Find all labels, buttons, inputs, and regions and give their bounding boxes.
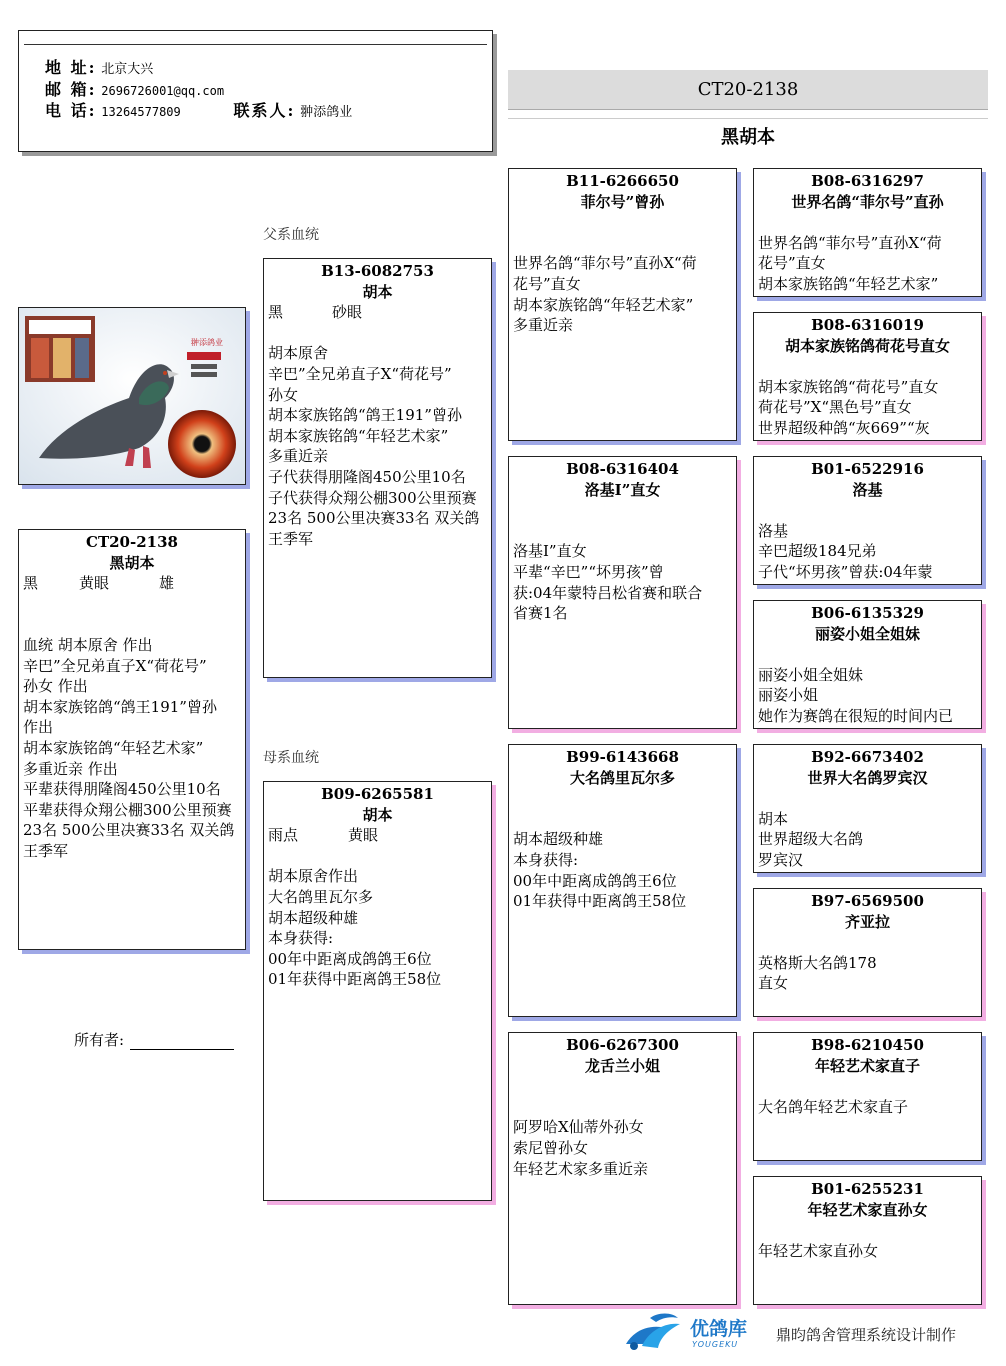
great-grandparent-note: 她作为赛鸽在很短的时间内已	[758, 706, 954, 725]
great-grandparent-note: 罗宾汉	[758, 850, 804, 869]
great-grandparent-card[interactable]	[753, 312, 982, 441]
great-grandparent-card[interactable]	[753, 168, 982, 297]
grandparent-ring: B06-6267300	[566, 1036, 679, 1054]
subject-note: 孙女 作出	[23, 677, 88, 696]
owner-blank	[130, 1036, 234, 1050]
pedigree-name-title: 黑胡本	[508, 118, 988, 149]
footer	[620, 1310, 1000, 1356]
contact-label: 联系人:	[233, 101, 296, 120]
email-label: 邮 箱:	[45, 80, 97, 99]
grandparent-name: 洛基I”直女	[584, 480, 661, 499]
great-grandparent-name: 胡本家族铭鸽荷花号直女	[784, 336, 950, 355]
great-grandparent-ring: B08-6316019	[811, 316, 924, 334]
great-grandparent-note: 世界超级种鸽“灰669”“灰	[758, 418, 930, 437]
grandparent-note: 胡本超级种雄	[513, 830, 604, 849]
dam-name: 胡本	[362, 805, 393, 824]
sire-eye: 砂眼	[332, 303, 363, 322]
great-grandparent-name: 丽姿小姐全姐妹	[814, 624, 920, 643]
dam-note: 大名鸽里瓦尔多	[268, 887, 374, 906]
grandparent-note: 花号”直女	[513, 274, 581, 293]
sire-name: 胡本	[362, 282, 393, 301]
subject-name: 黑胡本	[109, 553, 155, 572]
dam-note: 00年中距离成鸽鸽王6位	[268, 949, 432, 968]
sire-note: 子代获得朋隆阁450公里10名	[268, 467, 466, 486]
sire-note: 胡本家族铭鸽“年轻艺术家”	[268, 426, 449, 445]
sire-note: 胡本家族铭鸽“鸽王191”曾孙	[268, 406, 462, 425]
subject-sex: 雄	[159, 574, 175, 593]
brand-logo-icon	[620, 1310, 684, 1354]
email-value[interactable]: 2696726001@qq.com	[101, 84, 225, 98]
subject-note: 胡本家族铭鸽“鸽王191”曾孙	[23, 697, 217, 716]
dam-color: 雨点	[268, 826, 299, 845]
owner-label: 所有者:	[74, 1031, 125, 1049]
great-grandparent-card[interactable]	[753, 456, 982, 585]
grandparent-note: 平辈“辛巴”“坏男孩”曾	[513, 562, 664, 581]
great-grandparent-note: 辛巴超级184兄弟	[758, 542, 877, 561]
pigeon-photo	[18, 307, 246, 485]
grandparent-note: 索尼曾孙女	[513, 1138, 589, 1157]
dam-note: 01年获得中距离鸽王58位	[268, 970, 442, 989]
great-grandparent-note: 直女	[758, 974, 789, 993]
great-grandparent-ring: B01-6522916	[811, 460, 924, 478]
great-grandparent-ring: B98-6210450	[811, 1036, 924, 1054]
sire-note: 孙女	[268, 385, 299, 404]
subject-ring: CT20-2138	[86, 533, 178, 551]
phone-value[interactable]: 13264577809	[101, 105, 181, 119]
credit-text: 鼎昀鸽舍管理系统设计制作	[776, 1326, 957, 1344]
dam-note: 胡本原舍作出	[268, 867, 359, 886]
granddam-maternal-card[interactable]	[508, 1032, 737, 1305]
great-grandparent-name: 齐亚拉	[844, 912, 890, 931]
great-grandparent-note: 世界超级大名鸽	[758, 830, 864, 849]
address-value: 北京大兴	[101, 62, 154, 77]
great-grandparent-name: 世界大名鸽罗宾汉	[807, 768, 928, 787]
great-grandparent-card[interactable]	[753, 600, 982, 729]
phone-row	[45, 98, 352, 121]
contact-card	[18, 30, 493, 152]
great-grandparent-note: 世界名鸽“菲尔号”直孙X“荷	[758, 233, 942, 252]
grandparent-ring: B11-6266650	[566, 172, 679, 190]
brand-name-en: YOUGEKU	[692, 1340, 739, 1349]
grandparent-note: 多重近亲	[513, 316, 574, 335]
great-grandparent-note: 英格斯大名鸽178	[758, 953, 877, 972]
subject-note: 多重近亲 作出	[23, 759, 118, 778]
grandparent-note: 世界名鸽“菲尔号”直孙X“荷	[513, 254, 697, 273]
great-grandparent-name: 年轻艺术家直孙女	[807, 1200, 928, 1219]
subject-note: 辛巴”全兄弟直子X“荷花号”	[23, 656, 207, 675]
contact-value: 翀添鸽业	[300, 105, 353, 120]
great-grandparent-note: 大名鸽年轻艺术家直子	[758, 1097, 909, 1116]
grandparent-note: 洛基I”直女	[513, 542, 587, 561]
subject-note: 23名 500公里决赛33名 双关鸽	[23, 821, 235, 840]
sire-note: 辛巴”全兄弟直子X“荷花号”	[268, 364, 452, 383]
pigeon-photo-illustration	[19, 308, 246, 485]
photo-banner-text: 翀添鸽业	[191, 338, 223, 347]
sire-note: 胡本原舍	[268, 344, 329, 363]
grandsire-paternal-card[interactable]	[508, 168, 737, 441]
great-grandparent-note: 子代“坏男孩”曾获:04年蒙	[758, 562, 933, 581]
owner-field	[74, 1029, 234, 1050]
great-grandparent-card[interactable]	[753, 1032, 982, 1161]
grandparent-name: 菲尔号”曾孙	[580, 192, 665, 211]
grandparent-note: 获:04年蒙特吕松省赛和联合	[513, 583, 703, 602]
great-grandparent-name: 年轻艺术家直子	[814, 1056, 920, 1075]
grandparent-ring: B08-6316404	[566, 460, 679, 478]
great-grandparent-note: 年轻艺术家直孙女	[758, 1241, 879, 1260]
dam-eye: 黄眼	[348, 826, 379, 845]
grandparent-note: 胡本家族铭鸽“年轻艺术家”	[513, 295, 694, 314]
great-grandparent-note: 洛基	[758, 521, 789, 540]
grandparent-note: 00年中距离成鸽鸽王6位	[513, 871, 677, 890]
phone-label: 电 话:	[45, 101, 97, 120]
sire-note: 王季军	[268, 529, 314, 548]
great-grandparent-card[interactable]	[753, 744, 982, 873]
sire-note: 子代获得众翔公棚300公里预赛	[268, 488, 477, 507]
dam-line-label: 母系血统	[263, 750, 319, 766]
pedigree-ring-title: CT20-2138	[508, 70, 988, 110]
sire-traits	[268, 302, 487, 323]
great-grandparent-note: 丽姿小姐全姐妹	[758, 665, 864, 684]
subject-color: 黑	[23, 574, 39, 593]
dam-card[interactable]	[263, 781, 492, 1201]
grandparent-note: 本身获得:	[513, 850, 579, 869]
great-grandparent-ring: B06-6135329	[811, 604, 924, 622]
subject-note: 平辈获得朋隆阁450公里10名	[23, 780, 221, 799]
brand-name: 优鸽库	[690, 1318, 748, 1340]
great-grandparent-note: 胡本家族铭鸽“荷花号”直女	[758, 377, 939, 396]
address-row	[45, 55, 153, 78]
grandsire-maternal-card[interactable]	[508, 744, 737, 1017]
great-grandparent-card[interactable]	[753, 1176, 982, 1305]
sire-line-label: 父系血统	[263, 227, 319, 243]
grandparent-name: 龙舌兰小姐	[584, 1056, 660, 1075]
great-grandparent-ring: B08-6316297	[811, 172, 924, 190]
great-grandparent-note: 胡本家族铭鸽“年轻艺术家”	[758, 274, 939, 293]
header-rule	[24, 44, 487, 45]
subject-note: 胡本家族铭鸽“年轻艺术家”	[23, 738, 204, 757]
dam-note: 胡本超级种雄	[268, 908, 359, 927]
dam-traits	[268, 825, 487, 846]
great-grandparent-note: 丽姿小姐	[758, 686, 819, 705]
grandparent-note: 年轻艺术家多重近亲	[513, 1159, 649, 1178]
sire-note: 23名 500公里决赛33名 双关鸽	[268, 509, 480, 528]
sire-color: 黑	[268, 303, 284, 322]
sire-ring: B13-6082753	[321, 262, 434, 280]
grandparent-ring: B99-6143668	[566, 748, 679, 766]
subject-note: 血统 胡本原舍 作出	[23, 635, 153, 654]
great-grandparent-ring: B97-6569500	[811, 892, 924, 910]
sire-card[interactable]	[263, 258, 492, 678]
great-grandparent-card[interactable]	[753, 888, 982, 1017]
subject-card[interactable]	[18, 529, 246, 950]
great-grandparent-name: 洛基	[852, 480, 883, 499]
grandparent-note: 01年获得中距离鸽王58位	[513, 892, 687, 911]
grandparent-note: 阿罗哈X仙蒂外孙女	[513, 1118, 644, 1137]
subject-note: 作出	[23, 718, 54, 737]
subject-note: 平辈获得众翔公棚300公里预赛	[23, 800, 232, 819]
granddam-paternal-card[interactable]	[508, 456, 737, 729]
subject-eye: 黄眼	[79, 574, 110, 593]
subject-note: 王季军	[23, 841, 69, 860]
great-grandparent-note: 花号”直女	[758, 254, 826, 273]
dam-ring: B09-6265581	[321, 785, 434, 803]
address-label: 地 址:	[45, 58, 97, 77]
subject-traits	[23, 573, 241, 594]
sire-note: 多重近亲	[268, 447, 329, 466]
dam-note: 本身获得:	[268, 929, 334, 948]
great-grandparent-ring: B01-6255231	[811, 1180, 924, 1198]
grandparent-name: 大名鸽里瓦尔多	[569, 768, 675, 787]
great-grandparent-note: 胡本	[758, 809, 789, 828]
great-grandparent-note: 荷花号”X“黑色号”直女	[758, 398, 912, 417]
grandparent-note: 省赛1名	[513, 604, 568, 623]
great-grandparent-ring: B92-6673402	[811, 748, 924, 766]
email-row	[45, 77, 224, 100]
great-grandparent-name: 世界名鸽“菲尔号”直孙	[791, 192, 944, 211]
